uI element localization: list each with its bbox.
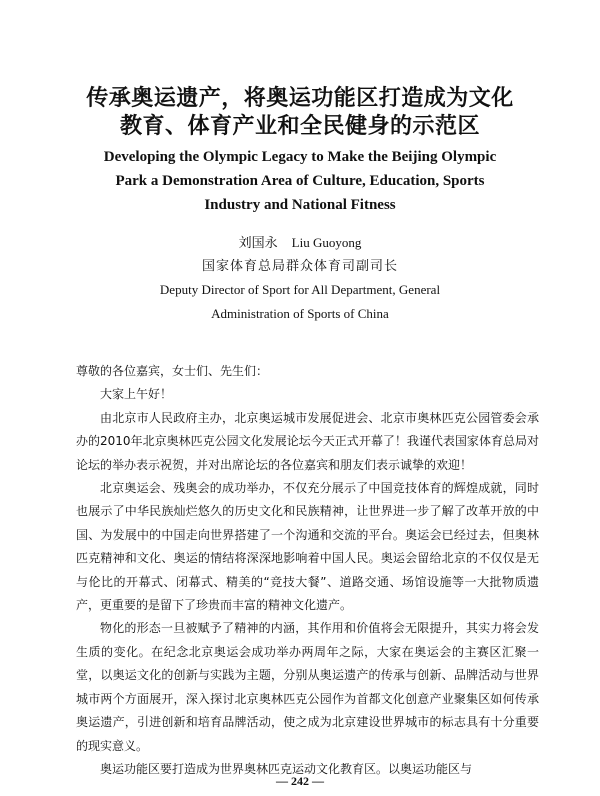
salutation: 尊敬的各位嘉宾，女士们、先生们： [76, 364, 269, 378]
affiliation-chinese: 国家体育总局群众体育司副司长 [201, 259, 398, 274]
author-name-english: Liu Guoyong [291, 235, 362, 250]
paragraph-3: 物化的形态一旦被赋予了精神的内涵，其作用和价值将会无限提升，其实力将会发生质的变化。在纪念北京奥运会成功举办两周年之际，大家在奥运会的主赛区汇聚一堂，以奥运文化的创新与实践为主题，分别从奥运遗产的传承与创新、品牌活动与世界城市两个方面展开，深入探讨北京奥林匹克公园作为首都文化创意产业聚集区如何传承奥运遗产，引进创新和培育品牌活动，使之成为北京建设世界城市的标志具有十分重要的现实意义。 [76, 621, 539, 753]
author-name-chinese: 刘国永 [238, 236, 278, 251]
english-title-line-3: Industry and National Fitness [204, 197, 396, 213]
greeting: 大家上午好！ [100, 387, 173, 402]
chinese-title-line-1: 传承奥运遗产，将奥运功能区打造成为文化 [86, 86, 514, 111]
page-number: — 242 — [276, 774, 324, 788]
english-title-line-2: Park a Demonstration Area of Culture, Education, Sports [115, 173, 485, 189]
paragraph-2: 北京奥运会、残奥会的成功举办，不仅充分展示了中国竞技体育的辉煌成就，同时也展示了中华民族灿烂悠久的历史文化和民族精神，让世界进一步了解了改革开放的中国、为发展中的中国走向世界搭建了一个沟通和交流的平台。奥运会已经过去，但奥林匹克精神和文化、奥运的情结将深深地影响着中国人民。奥运会留给北京的不仅仅是无与伦比的开幕式、闭幕式、精美的“竞技大餐”、道路交通、场馆设施等一大批物质遗产，更重要的是留下了珍贵而丰富的精神文化遗产。 [76, 481, 539, 613]
affiliation-english-line-1: Deputy Director of Sport for All Department, General [159, 282, 441, 297]
author-line [40, 232, 560, 255]
speech-body [76, 360, 539, 781]
paragraph-1: 由北京市人民政府主办，北京奥运城市发展促进会、北京市奥林匹克公园管委会承办的2010年北京奥林匹克公园文化发展论坛今天正式开幕了！我谨代表国家体育总局对论坛的举办表示祝贺，并对出席论坛的各位嘉宾和朋友们表示诚挚的欢迎！ [76, 410, 539, 472]
chinese-title-line-2: 教育、体育产业和全民健身的示范区 [119, 114, 480, 139]
paragraph-4: 奥运功能区要打造成为世界奥林匹克运动文化教育区。以奥运功能区与 [100, 761, 473, 776]
english-title-line-1: Developing the Olympic Legacy to Make the Beijing Olympic [103, 149, 497, 165]
affiliation-english-line-2: Administration of Sports of China [211, 306, 389, 321]
